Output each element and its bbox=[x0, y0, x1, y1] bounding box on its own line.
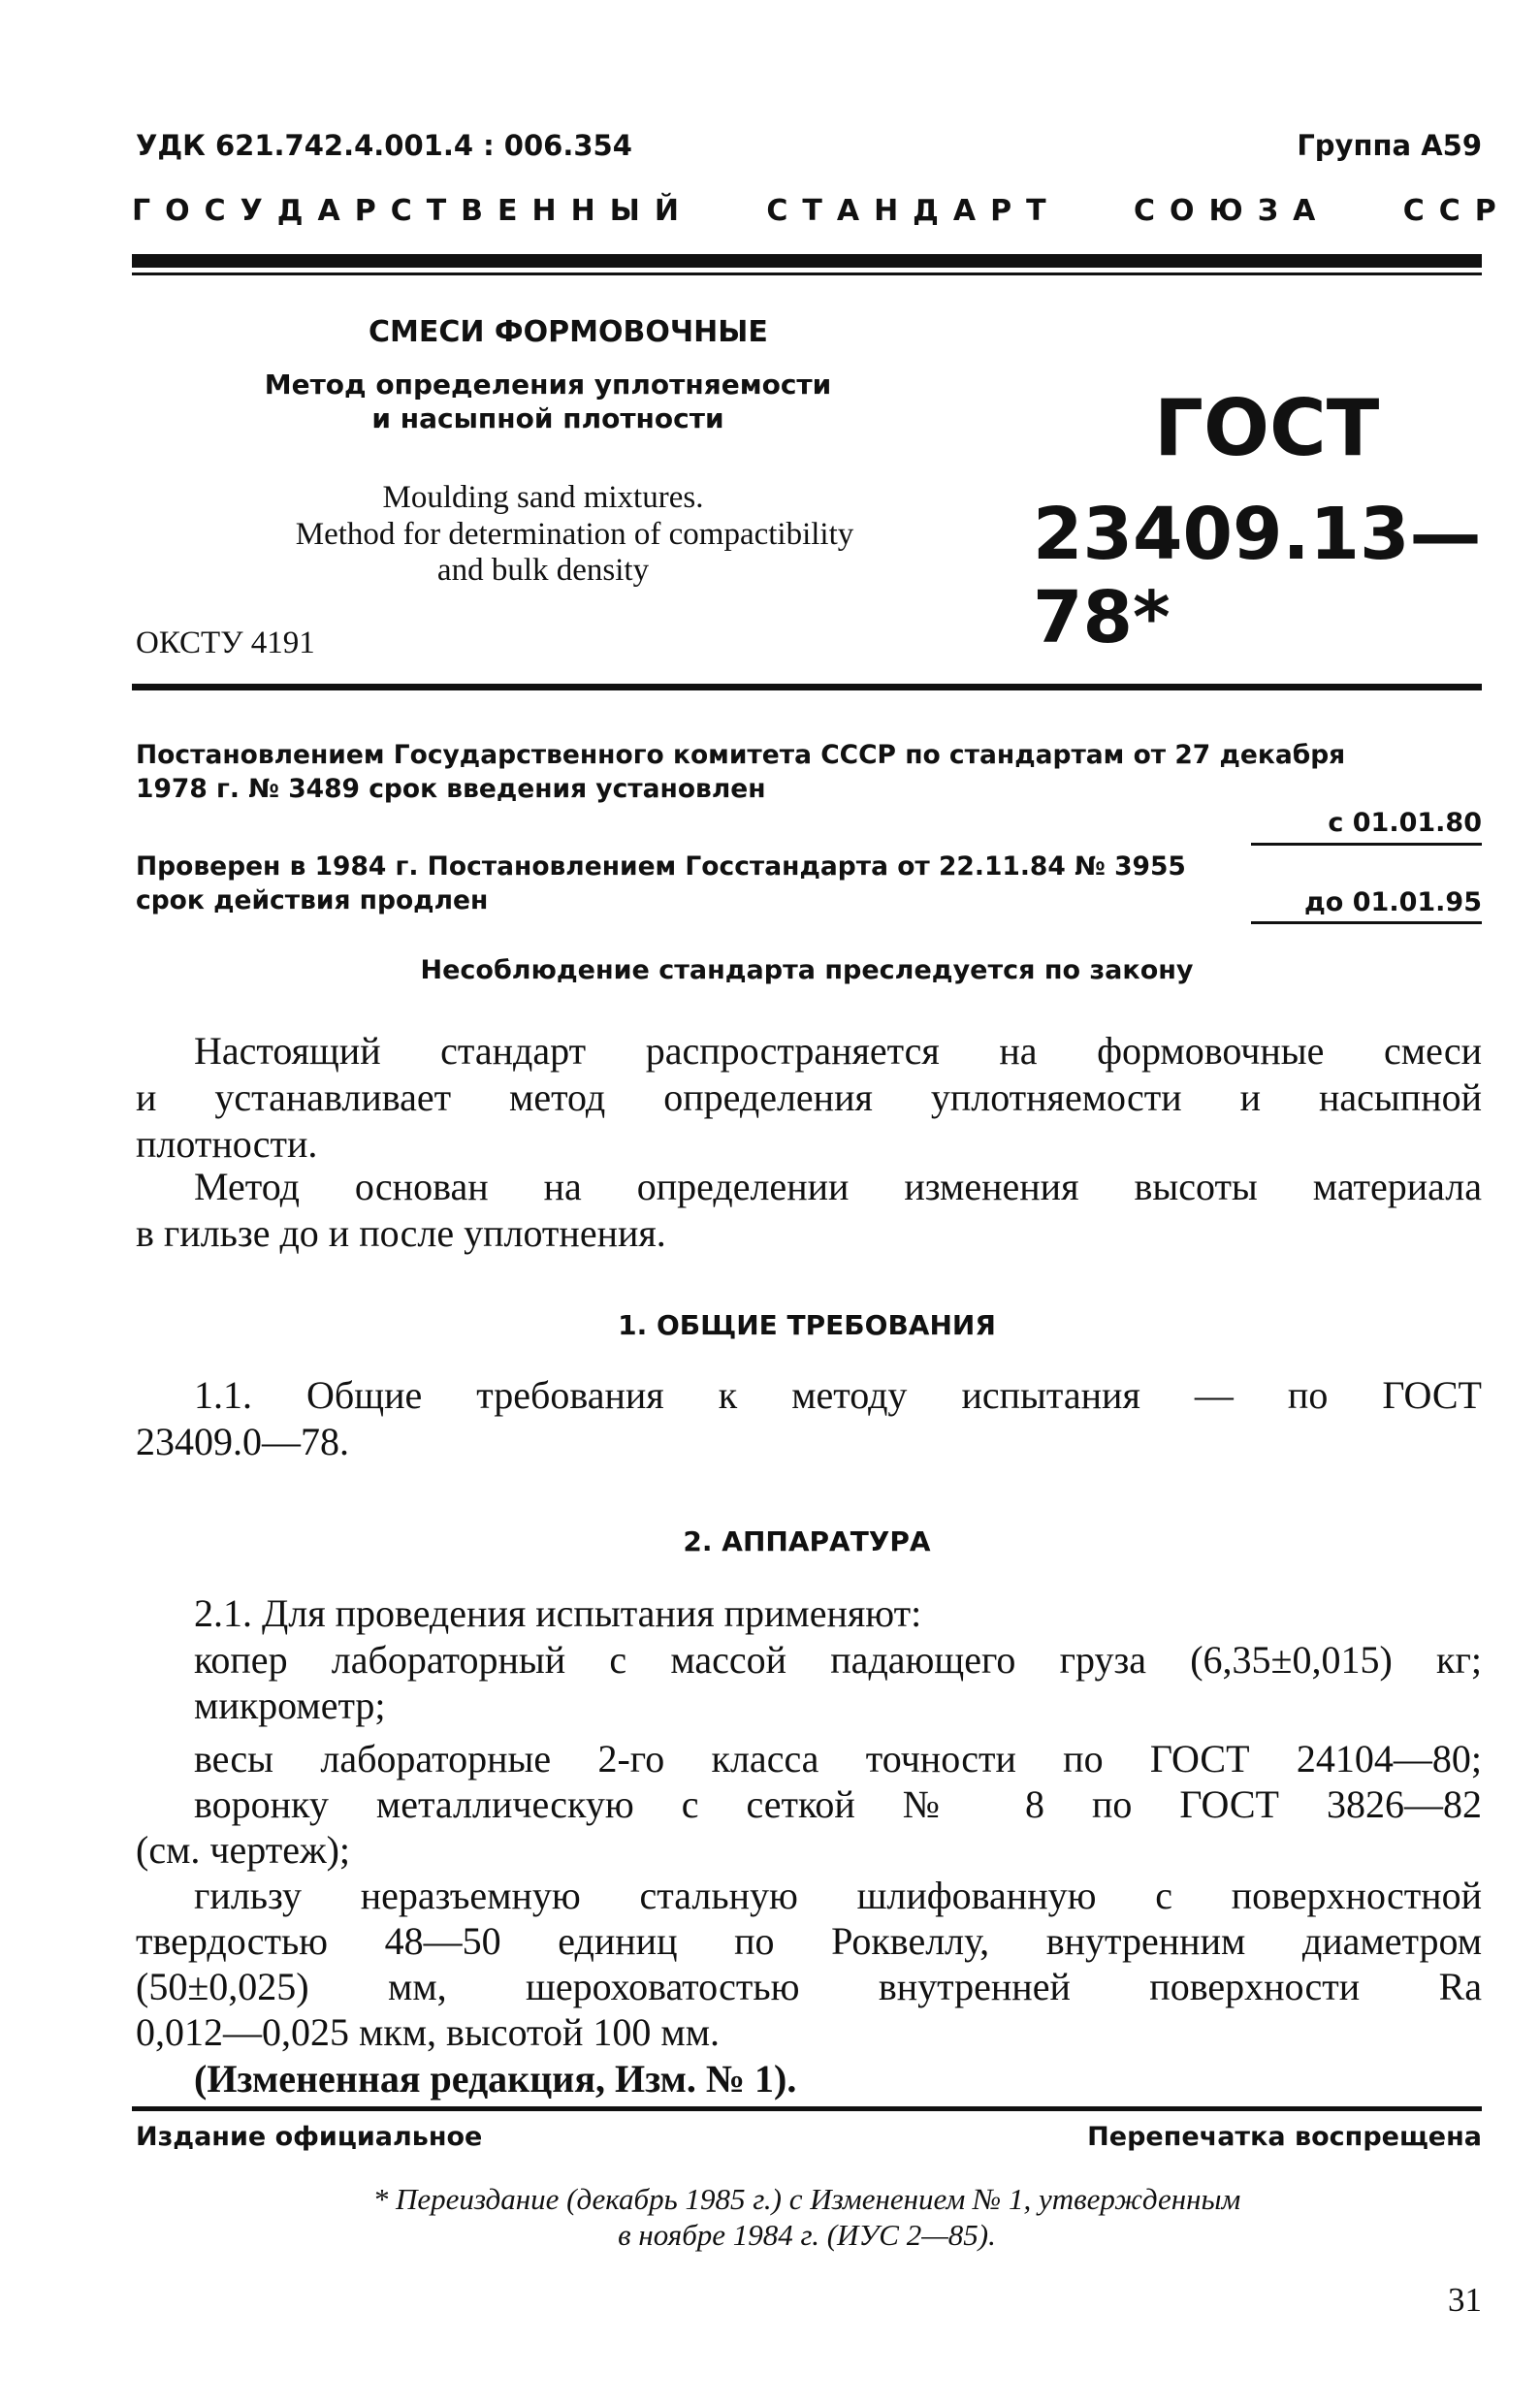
apparatus-item-1: копер лабораторный с массой падающего груза (6,35±0,015) кг; bbox=[194, 1638, 1482, 1682]
gost-label: ГОСТ bbox=[1154, 383, 1380, 473]
intro-p2-line1: Метод основан на определении изменения высоты материала bbox=[194, 1165, 1482, 1208]
section-1-paragraph bbox=[136, 1372, 1482, 1465]
apparatus-item-5-line1: гильзу неразъемную стальную шлифованную с поверхностной bbox=[194, 1874, 1482, 1917]
title-rule bbox=[132, 684, 1482, 690]
page-number: 31 bbox=[1448, 2281, 1482, 2319]
apparatus-item-4-line1: воронку металлическую с сеткой № 8 по ГОСТ 3826—82 bbox=[194, 1782, 1482, 1826]
checked-line1: Проверен в 1984 г. Постановлением Госстандарта от 22.11.84 № 3955 bbox=[136, 851, 1186, 882]
intro-p1-line1: Настоящий стандарт распространяется на формовочные смеси bbox=[194, 1029, 1482, 1073]
apparatus-list bbox=[136, 1637, 1482, 2055]
gost-number: 23409.13—78* bbox=[1033, 493, 1482, 659]
section-1-heading: 1. ОБЩИЕ ТРЕБОВАНИЯ bbox=[618, 1309, 996, 1341]
document-subtitle-line1: Метод определения уплотняемости bbox=[264, 369, 832, 401]
intro-p1-line3: плотности. bbox=[136, 1122, 318, 1166]
apparatus-item-3: весы лабораторные 2-го класса точности по ГОСТ 24104—80; bbox=[194, 1737, 1482, 1780]
decree-line2: 1978 г. № 3489 срок введения установлен bbox=[136, 774, 766, 804]
intro-paragraph-2 bbox=[136, 1164, 1482, 1257]
intro-p2-line2: в гильзе до и после уплотнения. bbox=[136, 1211, 666, 1255]
apparatus-item-5-line3: (50±0,025) мм, шероховатостью внутренней поверхности Ra bbox=[136, 1965, 1482, 2008]
intro-paragraph-1 bbox=[136, 1028, 1482, 1168]
apparatus-item-2: микрометр; bbox=[194, 1684, 386, 1727]
effective-date-rule bbox=[1251, 843, 1482, 846]
udk-code: УДК 621.742.4.001.4 : 006.354 bbox=[136, 129, 632, 162]
law-notice: Несоблюдение стандарта преследуется по закону bbox=[420, 955, 1194, 985]
document-subtitle-line2: и насыпной плотности bbox=[371, 402, 724, 434]
section-1-line2: 23409.0—78. bbox=[136, 1420, 349, 1463]
apparatus-item-5-line4: 0,012—0,025 мкм, высотой 100 мм. bbox=[136, 2010, 721, 2054]
section-1-line1: 1.1. Общие требования к методу испытания — по ГОСТ bbox=[194, 1373, 1482, 1417]
official-edition: Издание официальное bbox=[136, 2122, 483, 2152]
amendment-note: (Измененная редакция, Изм. № 1). bbox=[194, 2057, 797, 2101]
english-title-line2: Method for determination of compactibility bbox=[295, 517, 854, 552]
header-rule-thin bbox=[132, 273, 1482, 275]
group-code: Группа А59 bbox=[1297, 129, 1482, 162]
intro-p1-line2: и устанавливает метод определения уплотняемости и насыпной bbox=[136, 1075, 1482, 1119]
apparatus-item-5-line2: твердостью 48—50 единиц по Роквеллу, внутренним диаметром bbox=[136, 1919, 1482, 1963]
reprint-prohibited: Перепечатка воспрещена bbox=[1087, 2122, 1482, 2152]
english-title-line3: and bulk density bbox=[436, 553, 650, 588]
apparatus-item-4-line2: (см. чертеж); bbox=[136, 1828, 351, 1872]
section-2-heading: 2. АППАРАТУРА bbox=[683, 1525, 931, 1557]
effective-date: с 01.01.80 bbox=[1328, 808, 1482, 838]
footer-rule bbox=[132, 2106, 1482, 2111]
english-title-line1: Moulding sand mixtures. bbox=[382, 480, 704, 515]
reissue-note-line2: в ноябре 1984 г. (ИУС 2—85). bbox=[618, 2218, 996, 2252]
expiry-date: до 01.01.95 bbox=[1304, 887, 1482, 917]
standard-line: ГОСУДАРСТВЕННЫЙ СТАНДАРТ СОЮЗА ССР bbox=[132, 194, 1511, 228]
section-2-intro: 2.1. Для проведения испытания применяют: bbox=[194, 1591, 922, 1635]
document-title: СМЕСИ ФОРМОВОЧНЫЕ bbox=[369, 315, 768, 349]
header-rule-thick bbox=[132, 254, 1482, 268]
checked-line2: срок действия продлен bbox=[136, 885, 489, 915]
okstu-code: ОКСТУ 4191 bbox=[136, 626, 315, 660]
decree-line1: Постановлением Государственного комитета СССР по стандартам от 27 декабря bbox=[136, 740, 1346, 770]
expiry-date-rule bbox=[1251, 921, 1482, 924]
reissue-note-line1: * Переиздание (декабрь 1985 г.) с Изменением № 1, утвержденным bbox=[372, 2182, 1241, 2216]
